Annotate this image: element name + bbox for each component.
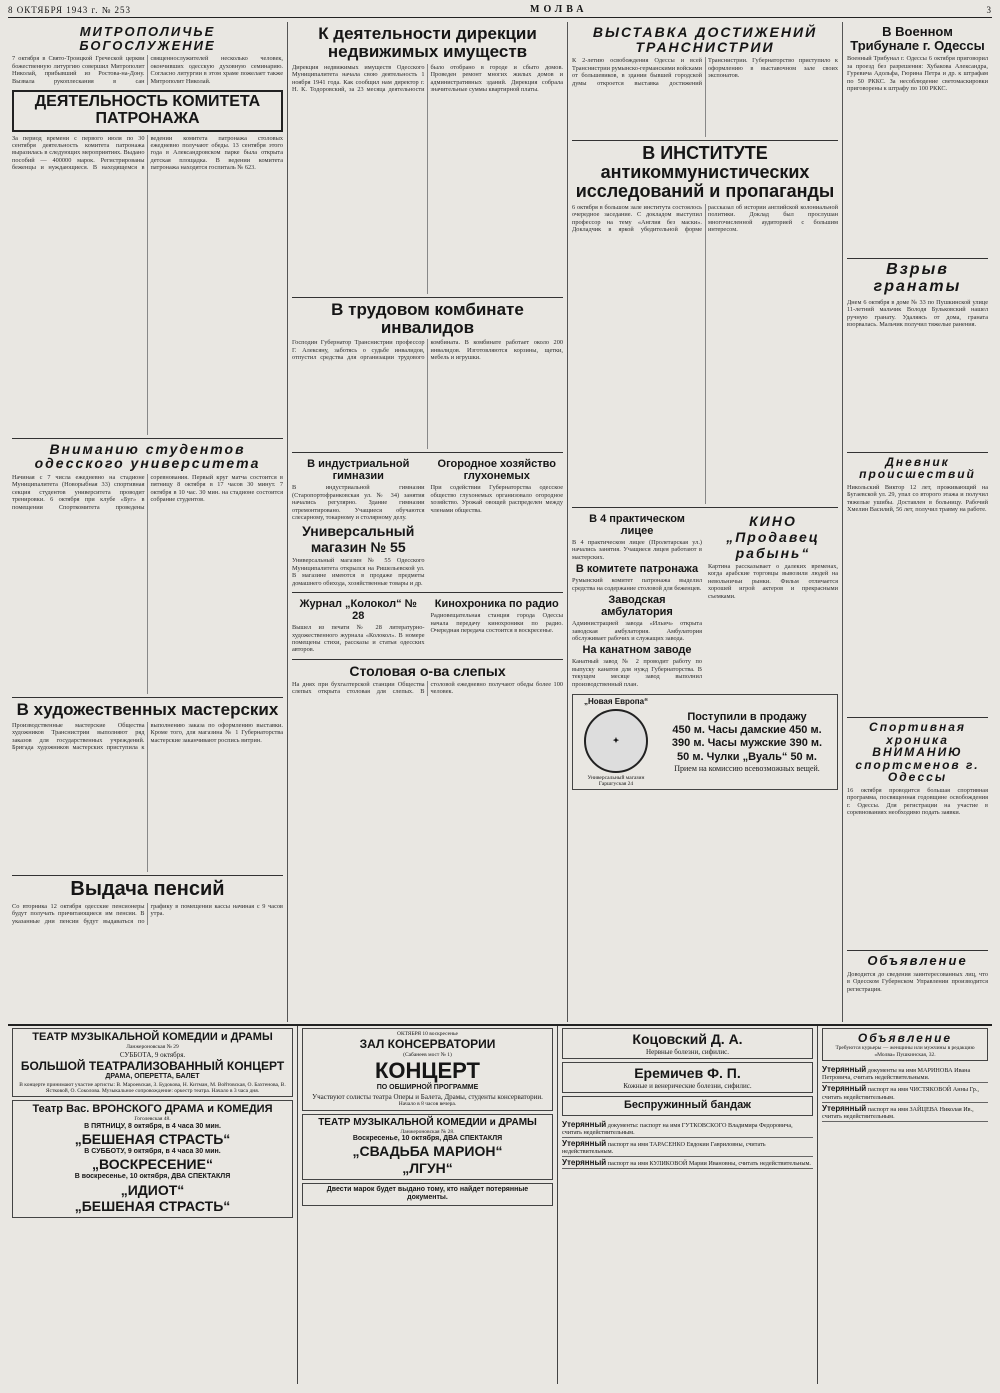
article-text: Радиовещательная станция города Одессы начала передачу кинохроники по радио. Очередная передача состоится в воскресенье. [430, 612, 563, 635]
show-day: В воскресенье, 10 октября, ДВА СПЕКТАКЛЯ [74, 1173, 231, 1181]
theatre-name: ТЕАТР МУЗЫКАЛЬНОЙ КОМЕДИИ и ДРАМЫ [32, 1031, 273, 1043]
lost-document-notice [562, 1119, 813, 1138]
show-day: В СУББОТУ, 9 октября, в 4 часа 30 мин. [84, 1147, 221, 1155]
divider [572, 140, 838, 141]
article-heading: В Военном Трибунале г. Одессы [850, 24, 985, 53]
show-title: „ВОСКРЕСЕНИЕ“ [92, 1156, 213, 1173]
lost-details: паспорт на имя ЗАЙЦЕВА Николая Ив., считать недействительным. [822, 1105, 974, 1120]
show-day: Воскресенье, 10 октября, ДВА СПЕКТАКЛЯ [352, 1134, 503, 1142]
article-text: Со вторника 12 октября одесские пенсионеры будут получать причитающиеся им пенсии. В указанные дни пенсии будут выдаваться по графику в помещении кассы начиная с 9 часов утра. [12, 902, 283, 925]
doctor-ad [562, 1028, 813, 1059]
store-offer-line: 390 м. Часы мужские 390 м. [671, 737, 823, 750]
divider [847, 717, 988, 718]
divider [292, 592, 563, 593]
lost-document-notice [822, 1083, 988, 1102]
concert-time: Начало в 8 часов вечера. [398, 1101, 457, 1108]
concert-details: Участвуют солисты театра Оперы и Балета, Драмы, студенты консерватории. [312, 1092, 543, 1101]
ad-column-doctors [558, 1026, 818, 1384]
article-text: Днем 6 октября в доме № 33 по Пушкинской улице 11-летний мальчик Володя Бульковский нашел ручную гранату. Удаляясь от дома, граната взорвалась. Мальчик получил тяжелые ранения. [847, 298, 988, 329]
lost-document-notice [822, 1064, 988, 1083]
show-title: „БЕШЕНАЯ СТРАСТЬ“ [74, 1198, 231, 1215]
article-heading: В художественных мастерских [16, 699, 279, 719]
article-heading: Заводская амбулатория [601, 594, 673, 619]
article-text: В 4 практическом лицее (Пролетарская ул.) начались занятия. Учащиеся лицея работают в мастерских. [572, 539, 702, 561]
show-day: СУББОТА, 9 октября. [119, 1050, 186, 1059]
bandage-ad [562, 1096, 813, 1115]
lost-label: Утерянный [562, 1138, 607, 1148]
column-4 [843, 22, 992, 1022]
lost-label: Утерянный [822, 1103, 867, 1113]
lost-label: Утерянный [562, 1158, 607, 1168]
divider [12, 697, 283, 698]
store-offer-line: 50 м. Чулки „Вуаль“ 50 м. [677, 750, 817, 763]
article-heading: ВЫСТАВКА ДОСТИЖЕНИЙ ТРАНСНИСТРИИ [592, 24, 818, 55]
article-heading: На канатном заводе [582, 644, 692, 657]
article-text: На днях при бухгалтерской станции Общества слепых открыта столовая для слепых. В столовой ежедневно получают обеды более 100 человек. [292, 680, 563, 696]
show-title: „СВАДЬБА МАРИОН“ [352, 1143, 503, 1160]
theatre-address: Ланжероновская № 28. [400, 1128, 455, 1135]
article-text: Военный Трибунал г. Одессы 6 октября приговорил за проезд без разрешения: Хубакова Александра, Гуревича Адольфа, Гюрина Петра и др. к штрафам по 50 РККС. За несоблюдение светомаскировки приговорены к штрафу по 100 РККС. [847, 55, 988, 92]
article-heading: В ИНСТИТУТЕ антикоммунистических исследований и пропаганды [575, 143, 835, 202]
article-text: За период времени с первого июля по 30 сентября деятельность комитета патронажа выразилась в следующих мероприятиях. Выдано пособий — 400000 марок. Регистрированы беженцы и нуждающиеся. В находящемся в ведении комитета патронажа столовых ежедневно получают обеды. 13 сентября этого года в Александровском парке была открыта детская площадка. В ведении комитета патронажа находятся госпиталь № 623. [12, 134, 283, 172]
article-text: Универсальный магазин № 55 Одесского Муниципалитета открылся на Ришельевской ул. В магазине имеются в продаже предметы домашнего обихода, хозяйственные товары и др. [292, 557, 425, 587]
theatre-name: ТЕАТР МУЗЫКАЛЬНОЙ КОМЕДИИ и ДРАМЫ [318, 1116, 537, 1128]
lost-label: Утерянный [822, 1065, 867, 1075]
divider [292, 659, 563, 660]
store-offer-line: Прием на комиссию всевозможных вещей. [674, 763, 820, 773]
divider [292, 452, 563, 453]
store-logo-block [576, 697, 656, 787]
ad-column-theatres [8, 1026, 298, 1384]
lost-details: документы: паспорт на имя ГУТКОВСКОГО Владимира Федоровича, считать недействительным. [562, 1121, 793, 1136]
notice-ad [822, 1028, 988, 1061]
article-heading: Кинохроника по радио [434, 598, 559, 611]
lost-document-notice [562, 1138, 813, 1157]
article-heading: Универсальный магазин № 55 [302, 523, 415, 556]
article-text: 7 октября в Свято-Троицкой Греческой церкви божественную литургию совершил Митрополит Николай, прибывший из Ростова-на-Дону. Вызвала рукоплескания в сан священнослужителей несколько человек, окончивших одесскую духовную семинарию. Согласно литургии в этом храме пожелает также Митрополит Николай. [12, 55, 283, 85]
divider [847, 452, 988, 453]
divider [292, 297, 563, 298]
article-heading: Выдача пенсий [70, 877, 225, 900]
article-pair [292, 456, 563, 589]
article-block [708, 511, 838, 690]
reward-notice [302, 1183, 553, 1206]
divider [12, 438, 283, 439]
article-block [431, 596, 564, 656]
article-text: 16 октября проводится большая спортивная программа, посвященная годовщине освобождения г. Одессы. Для регистрации на участие в соревнованиях необходимо подать заявки. [847, 787, 988, 817]
article-heading: В индустриальной гимназии [307, 458, 410, 483]
concert-hall: ЗАЛ КОНСЕРВАТОРИИ [359, 1037, 496, 1052]
store-offers [660, 711, 834, 773]
show-title: БОЛЬШОЙ ТЕАТРАЛИЗОВАННЫЙ КОНЦЕРТ [20, 1058, 285, 1073]
store-address: Гаршгуская 24 [598, 781, 634, 788]
newspaper-title: МОЛВА [530, 4, 588, 15]
article-heading: Взрыв гранаты [873, 261, 962, 296]
theatre-name: Театр Вас. ВРОНСКОГО ДРАМА и КОМЕДИЯ [32, 1103, 273, 1116]
bandage-title: Беспружинный бандаж [624, 1099, 751, 1112]
article-heading: В трудовом комбинате инвалидов [331, 299, 524, 337]
article-pair [292, 596, 563, 656]
theatre-address: Ланжероновская № 29 [126, 1044, 179, 1051]
doctor-specialty: Нервные болезни, сифилис. [646, 1047, 729, 1056]
theatre-ad [302, 1114, 553, 1180]
show-title: „ЛГУН“ [402, 1160, 453, 1176]
article-text: При содействии Губернаторства одесское общество глухонемых организовало огородное хозяйство. Урожай овощей распределен между членами общества. [430, 484, 563, 514]
doctor-name: Коцовский Д. А. [632, 1031, 743, 1047]
concert-address: (Сабанеев мост № 1) [403, 1051, 452, 1058]
column-3 [568, 22, 843, 1022]
article-block [431, 456, 564, 589]
article-block [292, 596, 425, 656]
article-text: Канатный завод № 2 проводит работу по выпуску канатов для нужд Губернаторства. В текущем месяце завод выполнил производственный план. [572, 658, 702, 688]
ad-column-concerts [298, 1026, 558, 1384]
store-offer-line: Поступили в продажу [687, 711, 807, 724]
article-heading: Столовая о-ва слепых [349, 662, 506, 679]
article-heading: Огородное хозяйство глухонемых [437, 458, 556, 483]
newspaper-page [8, 4, 992, 1384]
store-advertisement [572, 694, 838, 790]
show-details: В концерте принимают участие артисты: В. Мароевская, З. Будокова, Н. Китман, М. Войтовская, О. Бахтенова, В. Ястковой, О. Соколова. Музыкальное сопровождение: оркестр театра. Начало в 3 часа дня. [19, 1081, 286, 1094]
column-2 [288, 22, 568, 1022]
article-heading: В 4 практическом лицее [589, 513, 685, 538]
lost-details: документы на имя МАРИНОВА Ивана Петровича, считать недействительными. [822, 1067, 971, 1082]
article-heading: Объявление [867, 953, 968, 969]
theatre-address: Гоголевская 48. [134, 1116, 171, 1123]
show-title: „ИДИОТ“ [120, 1181, 185, 1198]
column-1 [8, 22, 288, 1022]
show-day: В ПЯТНИЦУ, 8 октября, в 4 часа 30 мин. [84, 1122, 221, 1130]
store-name: „Новая Европа“ [583, 697, 649, 707]
article-block [572, 511, 702, 690]
article-text: Производственные мастерские Общества художников Транснистрии выполняют ряд заказов для государственных учреждений. Бригада художников мастерских приступила к выполнению заказа по оформлению выставки. Кроме того, для магазина № 1 Губернаторства мастерские заканчивают роспись витрин. [12, 721, 283, 752]
divider [847, 950, 988, 951]
divider [572, 507, 838, 508]
doctor-ad [562, 1062, 813, 1093]
article-heading: Дневник происшествий [859, 454, 976, 482]
article-text: Доводится до сведения заинтересованных лиц, что в Одесском Губернском Управлении производится регистрация. [847, 970, 988, 993]
article-heading: Журнал „Колокол“ № 28 [299, 598, 417, 623]
store-offer-line: 450 м. Часы дамские 450 м. [672, 724, 822, 737]
article-heading: В комитете патронажа [575, 563, 699, 576]
show-title: „БЕШЕНАЯ СТРАСТЬ“ [74, 1131, 231, 1148]
concert-ad [302, 1028, 553, 1111]
doctor-name: Еремичев Ф. П. [634, 1065, 741, 1082]
divider [847, 258, 988, 259]
article-heading: Спортивная хроника ВНИМАНИЮ спортсменов г. Одессы [855, 720, 980, 785]
store-label: Универсальный магазин [587, 774, 645, 781]
lost-document-notice [562, 1157, 813, 1169]
advertisements-band [8, 1024, 992, 1384]
article-text: В индустриальной гимназии (Старопортофранковская ул. № 34) занятия начались регулярно. Здание гимназии отремонтировано. Учащиеся обучаются слесарному, токарному и столярному делу. [292, 484, 425, 522]
concert-subtitle: ПО ОБШИРНОЙ ПРОГРАММЕ [376, 1084, 479, 1092]
article-pair [572, 511, 838, 690]
lost-label: Утерянный [822, 1084, 867, 1094]
notice-text: Требуются курьеры — женщины или мужчины в редакцию «Молва» Пушкинская, 32. [835, 1045, 975, 1058]
lost-document-notice [822, 1103, 988, 1122]
article-text: Румынский комитет патронажа выделил средства на содержание столовой для беженцев. [572, 577, 702, 592]
issue-date: 8 ОКТЯБРЯ 1943 г. № 253 [8, 4, 132, 15]
article-text: Картина рассказывает о далеких временах, когда арабские торговцы вывозили людей на невольничьи рынки. Фильм отличается хорошей игрой актеров и прекрасными съемками. [708, 563, 838, 600]
article-text: 6 октября в большом зале института состоялось очередное заседание. С докладом выступил профессор на тему «Англия без маски». Докладчик в яркой убедительной форме рассказал об истории английской колониальной политики. Доклад был прослушан многочисленной аудиторией с большим интересом. [572, 204, 838, 234]
article-heading: КИНО „Продавец рабынь“ [726, 513, 820, 562]
masthead [8, 4, 992, 18]
reward-text: Двести марок будет выдано тому, кто найдет потерянные документы. [326, 1185, 529, 1202]
articles-area [8, 22, 992, 1022]
page-number: 3 [986, 4, 992, 15]
article-heading: МИТРОПОЛИЧЬЕ БОГОСЛУЖЕНИЕ [79, 24, 216, 53]
doctor-specialty: Кожные и венерические болезни, сифилис. [623, 1081, 752, 1090]
ad-column-notices [818, 1026, 992, 1384]
article-heading: ДЕЯТЕЛЬНОСТЬ КОМИТЕТА ПАТРОНАЖА [12, 90, 283, 132]
concert-date: ОКТЯБРЯ 10 воскресенье [397, 1031, 458, 1037]
eagle-emblem-icon: ✦ [584, 709, 648, 773]
lost-details: паспорт на имя ТАРАСЕНКО Евдокии Гавриловны, считать недействительным. [562, 1140, 766, 1156]
article-text: К 2-летию освобождения Одессы и всей Транснистрии румынско-германскими войсками от большевиков, в здании бывшей городской думы откроется выставка достижений Транснистрии. Губернаторство приступило к оформлению в выставочном зале своих экспонатов. [572, 57, 838, 87]
concert-title: КОНЦЕРТ [375, 1058, 480, 1084]
article-text: Начиная с 7 числа ежедневно на стадионе Муниципалитета (Новорыбная 33) спортивная секция студентов университета проводит тренировки. 6 октября при клубе «Буг» в помещении Спорткомитета проведены соревнования. Первый круг матча состоится в пятницу 8 октября в 17 часов 30 минут. 7 октября в 10 час. 30 мин. на стадионе состоится собрание студентов. [12, 473, 283, 511]
article-text: Никольский Виктор 12 лет, проживающий на Бугаевской ул. 29, упал со второго этажа и получил тяжелые ушибы. Доставлен в больницу. Рабочий Хмелин Василий, 56 лет, получил травму на работе. [847, 484, 988, 514]
article-block [292, 456, 425, 589]
article-text: Господин Губернатор Транснистрии профессор Г. Алексяну, заботясь о судьбе инвалидов, отпустил средства для организации трудового комбината. В комбинате работает около 200 инвалидов. Изготовляются корзины, щетки, мебель и игрушки. [292, 339, 563, 362]
article-text: Администрацией завода «Ильич» открыта заводская амбулатория. Амбулатория обслуживает рабочих и служащих завода. [572, 620, 702, 642]
show-genres: ДРАМА, ОПЕРЕТТА, БАЛЕТ [105, 1073, 200, 1081]
article-text: Дирекция недвижимых имуществ Одесского Муниципалитета начала свою деятельность 1 ноября 1941 года. Как сообщил нам директор г. Н. К. Тодоровский, за 23 месяца деятельности было отобрано в городе и сбыто домов. Проведен ремонт многих жилых домов и административных зданий. Дирекция собрала значительные суммы квартирной платы. [292, 63, 563, 93]
theatre-ad [12, 1028, 293, 1097]
article-heading: К деятельности дирекции недвижимых имуществ [318, 24, 537, 61]
article-heading: Вниманию студентов одесского университета [34, 440, 261, 472]
theatre-ad [12, 1100, 293, 1218]
lost-details: паспорт на имя КУЛИКОВОЙ Марии Ивановны, считать недействительным. [607, 1160, 811, 1168]
lost-details: паспорт на имя ЧИСТЯКОВОЙ Анны Гр., считать недействительным. [822, 1086, 979, 1101]
divider [12, 875, 283, 876]
notice-heading: Объявление [857, 1031, 953, 1045]
article-text: Вышел из печати № 28 литературно-художественного журнала «Колокол». В номере помещены стихи, рассказы и статьи одесских авторов. [292, 624, 425, 654]
lost-label: Утерянный [562, 1119, 607, 1129]
